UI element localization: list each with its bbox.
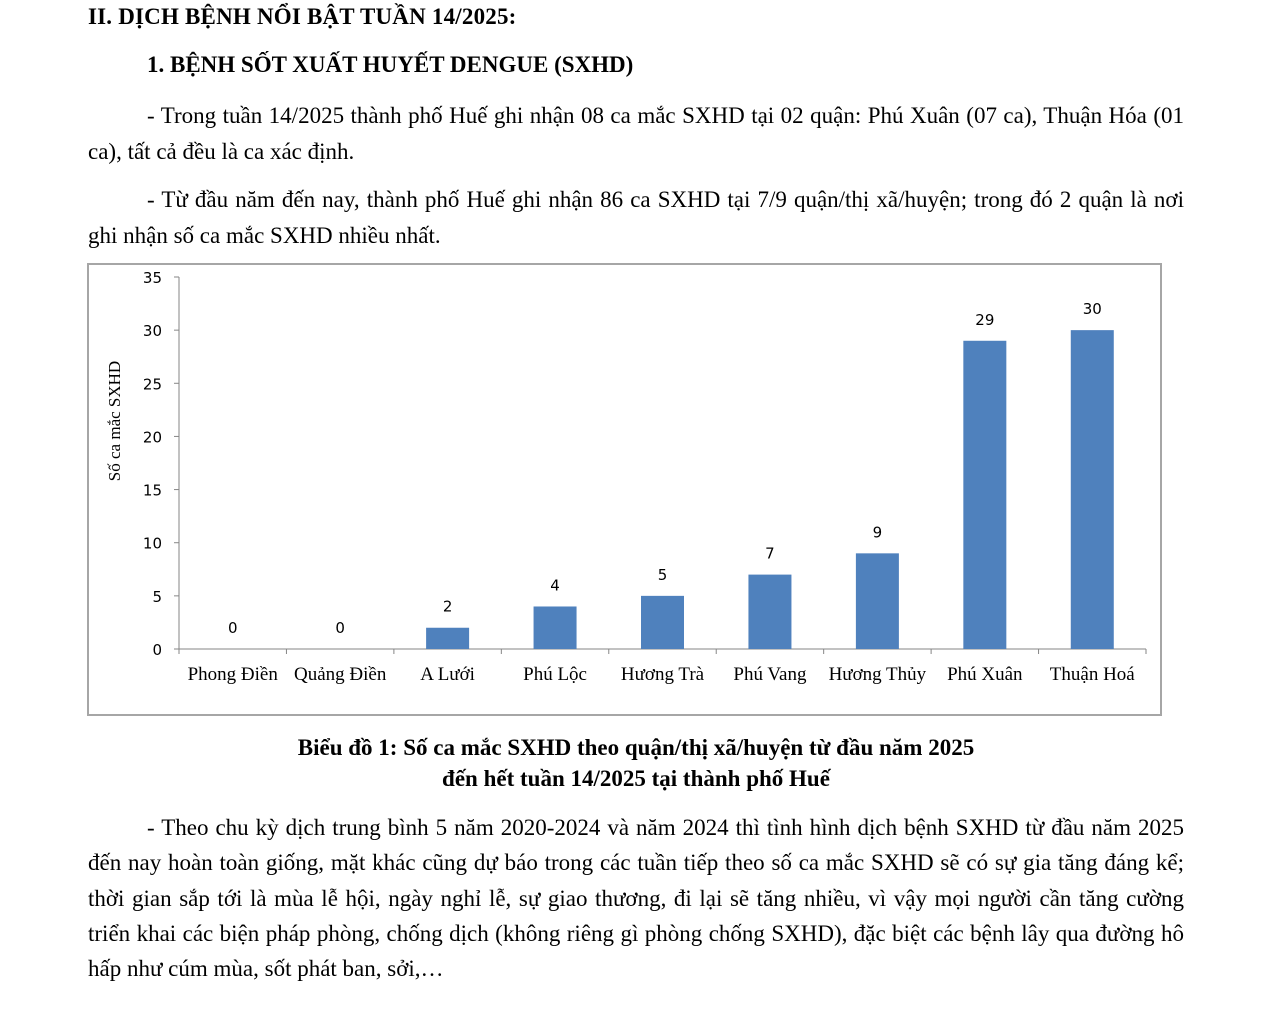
category-label: Phong Điền xyxy=(187,664,278,685)
data-label: 9 xyxy=(872,523,883,542)
category-label: Phú Lộc xyxy=(523,664,587,685)
bar xyxy=(426,628,469,649)
data-label: 5 xyxy=(657,565,668,584)
y-tick-label: 10 xyxy=(142,534,162,553)
paragraph-cumulative-cases: - Từ đầu năm đến nay, thành phố Huế ghi nhận 86 ca SXHD tại 7/9 quận/thị xã/huyện; trong đó 2 quận là nơi ghi nhận số ca mắc SXHD nhiều nhất. xyxy=(88,187,1184,248)
bar-chart xyxy=(87,263,1162,716)
paragraph-weekly-cases: - Trong tuần 14/2025 thành phố Huế ghi nhận 08 ca mắc SXHD tại 02 quận: Phú Xuân (07 ca), Thuận Hóa (01 ca), tất cả đều là ca xác định. xyxy=(88,103,1184,164)
data-label: 2 xyxy=(442,597,453,616)
y-tick-label: 25 xyxy=(142,375,162,394)
data-label: 30 xyxy=(1082,300,1102,319)
y-tick-label: 15 xyxy=(142,481,162,500)
y-axis-title: Số ca mắc SXHD xyxy=(105,360,124,482)
data-label: 4 xyxy=(550,576,560,595)
bar xyxy=(534,606,577,649)
y-tick-label: 35 xyxy=(142,269,162,287)
category-label: Hương Thủy xyxy=(828,664,927,685)
data-label: 29 xyxy=(975,310,995,329)
caption-line-1: Biểu đồ 1: Số ca mắc SXHD theo quận/thị xã/huyện từ đầu năm 2025 xyxy=(297,735,975,760)
bar xyxy=(963,341,1006,649)
category-label: A Lưới xyxy=(420,664,475,685)
bar xyxy=(641,596,684,649)
bar xyxy=(1071,330,1114,649)
category-label: Hương Trà xyxy=(620,664,705,685)
data-label: 0 xyxy=(335,619,345,637)
chart-canvas xyxy=(89,265,1160,714)
caption-line-2: đến hết tuần 14/2025 tại thành phố Huế xyxy=(442,766,830,791)
bar xyxy=(748,575,791,649)
disease-subheading: 1. BỆNH SỐT XUẤT HUYẾT DENGUE (SXHD) xyxy=(147,52,634,77)
y-tick-label: 0 xyxy=(152,641,162,659)
category-label: Phú Vang xyxy=(733,664,807,685)
data-label: 7 xyxy=(765,544,775,563)
chart-caption xyxy=(88,732,1184,794)
y-tick-label: 5 xyxy=(152,587,162,606)
category-label: Thuận Hoá xyxy=(1049,664,1135,685)
bar xyxy=(856,553,899,649)
y-tick-label: 30 xyxy=(142,322,162,341)
data-label: 0 xyxy=(227,619,238,637)
category-label: Quảng Điền xyxy=(293,664,387,685)
category-label: Phú Xuân xyxy=(947,664,1023,685)
section-heading: II. DỊCH BỆNH NỔI BẬT TUẦN 14/2025: xyxy=(88,4,517,29)
y-tick-label: 20 xyxy=(142,428,162,447)
paragraph-forecast: - Theo chu kỳ dịch trung bình 5 năm 2020-2024 và năm 2024 thì tình hình dịch bệnh SXHD từ đầu năm 2025 đến nay hoàn toàn giống, mặt khác cũng dự báo trong các tuần tiếp theo số ca mắc SXHD sẽ có sự gia tăng đáng kể; thời gian sắp tới là mùa lễ hội, ngày nghỉ lễ, sự giao thương, đi lại sẽ tăng nhiều, vì vậy mọi người cần tăng cường triển khai các biện pháp phòng, chống dịch (không riêng gì phòng chống SXHD), đặc biệt các bệnh lây qua đường hô hấp như cúm mùa, sốt phát ban, sởi,… xyxy=(88,815,1184,982)
